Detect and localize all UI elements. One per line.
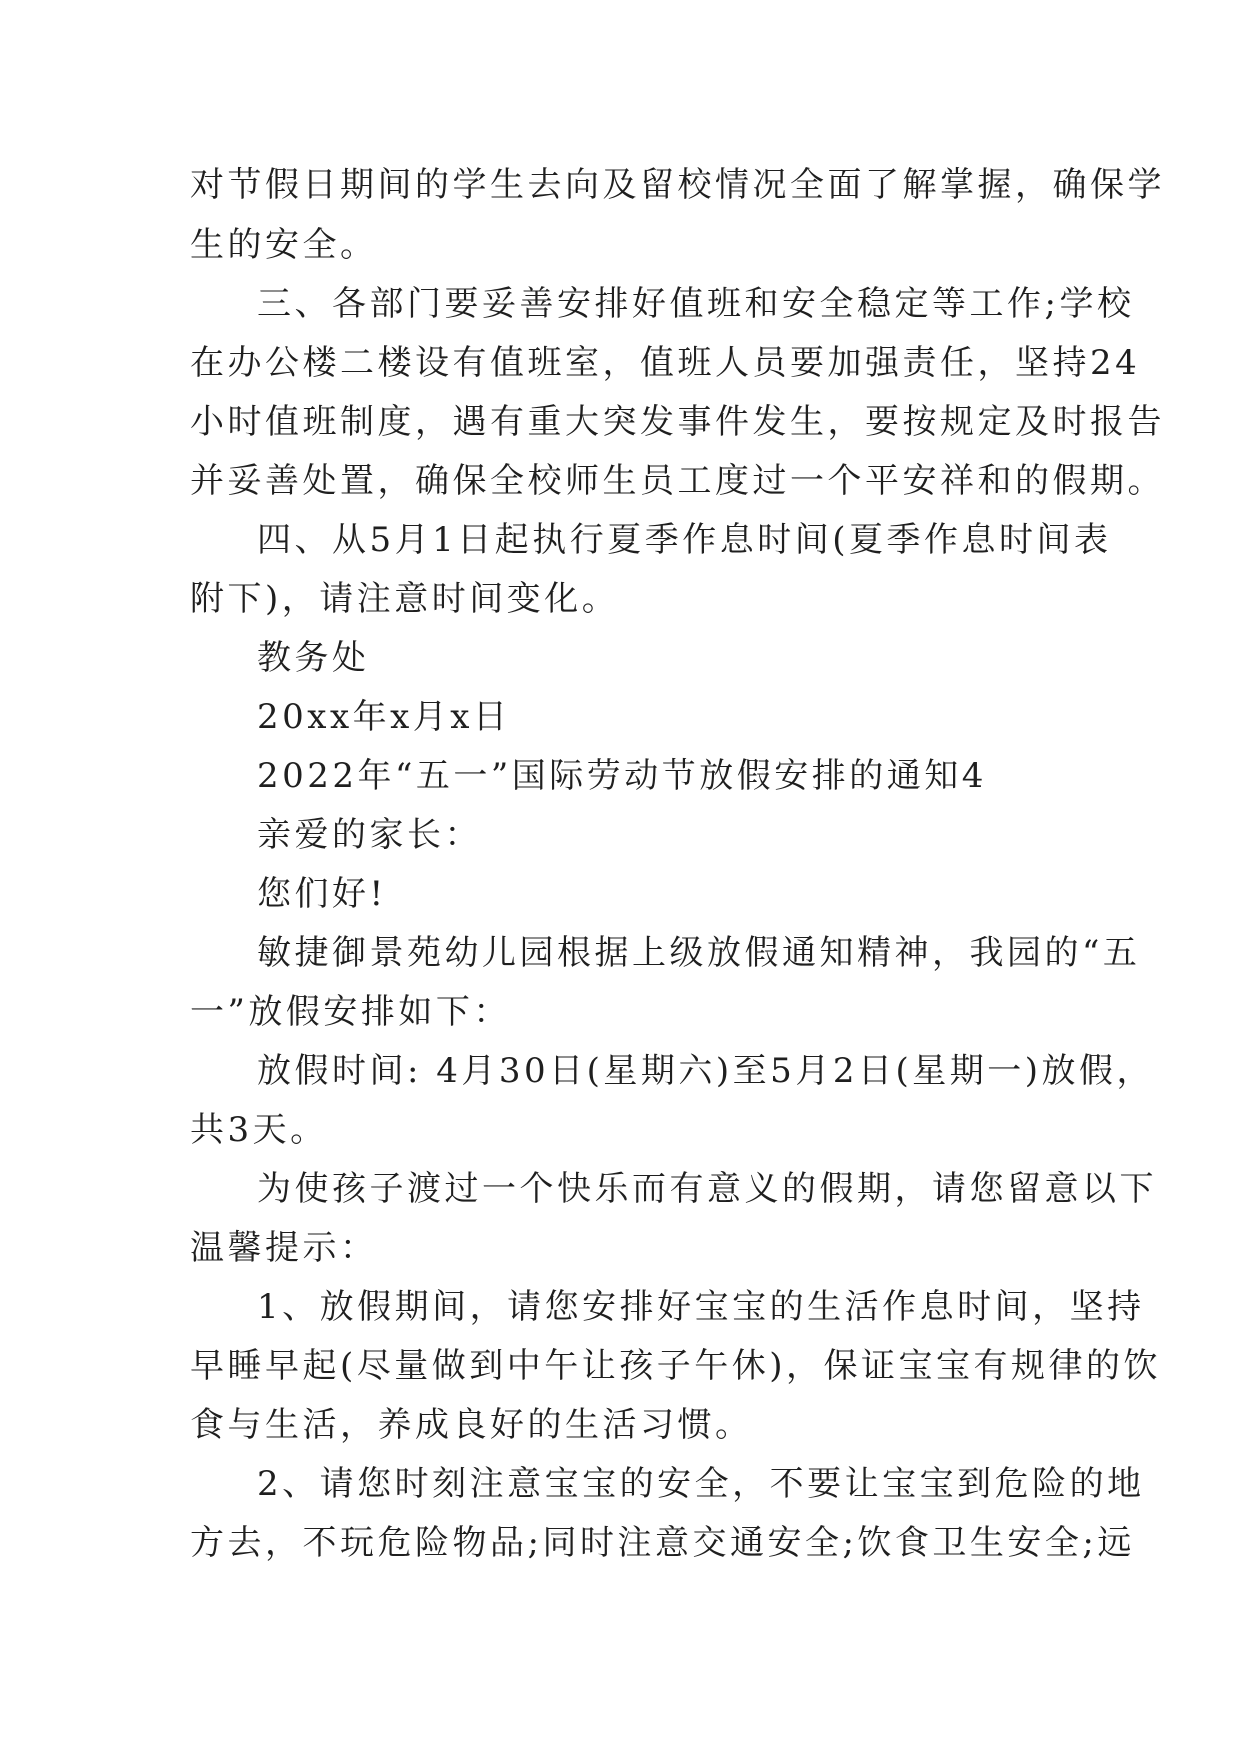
paragraph-line: 放假时间: 4月30日(星期六)至5月2日(星期一)放假，	[257, 1051, 1154, 1091]
greeting: 您们好!	[257, 874, 387, 914]
paragraph-line: 一”放假安排如下：	[190, 992, 511, 1032]
paragraph-line: 三、各部门要妥善安排好值班和安全稳定等工作;学校	[257, 284, 1135, 324]
signature-department: 教务处	[257, 638, 370, 678]
salutation: 亲爱的家长：	[257, 815, 482, 855]
paragraph-line: 小时值班制度，遇有重大突发事件发生，要按规定及时报告	[190, 402, 1165, 442]
paragraph-line: 早睡早起(尽量做到中午让孩子午休)，保证宝宝有规律的饮	[190, 1346, 1162, 1386]
paragraph-line: 生的安全。	[190, 225, 378, 265]
paragraph-line: 为使孩子渡过一个快乐而有意义的假期，请您留意以下	[257, 1169, 1157, 1209]
signature-date: 20xx年x月x日	[257, 697, 511, 737]
paragraph-line: 食与生活，养成良好的生活习惯。	[190, 1405, 753, 1445]
paragraph-line: 方去，不玩危险物品;同时注意交通安全;饮食卫生安全;远	[190, 1523, 1135, 1563]
paragraph-line: 1、放假期间，请您安排好宝宝的生活作息时间，坚持	[257, 1287, 1145, 1327]
paragraph-line: 共3天。	[190, 1110, 328, 1150]
paragraph-line: 四、从5月1日起执行夏季作息时间(夏季作息时间表	[257, 520, 1112, 560]
paragraph-line: 并妥善处置，确保全校师生员工度过一个平安祥和的假期。	[190, 461, 1165, 501]
paragraph-line: 2、请您时刻注意宝宝的安全，不要让宝宝到危险的地	[257, 1464, 1145, 1504]
paragraph-line: 对节假日期间的学生去向及留校情况全面了解掌握，确保学	[190, 165, 1165, 205]
paragraph-line: 温馨提示：	[190, 1228, 378, 1268]
paragraph-line: 附下)，请注意时间变化。	[190, 579, 620, 619]
notice-title: 2022年“五一”国际劳动节放假安排的通知4	[257, 756, 987, 796]
paragraph-line: 敏捷御景苑幼儿园根据上级放假通知精神，我园的“五	[257, 933, 1141, 973]
paragraph-line: 在办公楼二楼设有值班室，值班人员要加强责任，坚持24	[190, 343, 1141, 383]
